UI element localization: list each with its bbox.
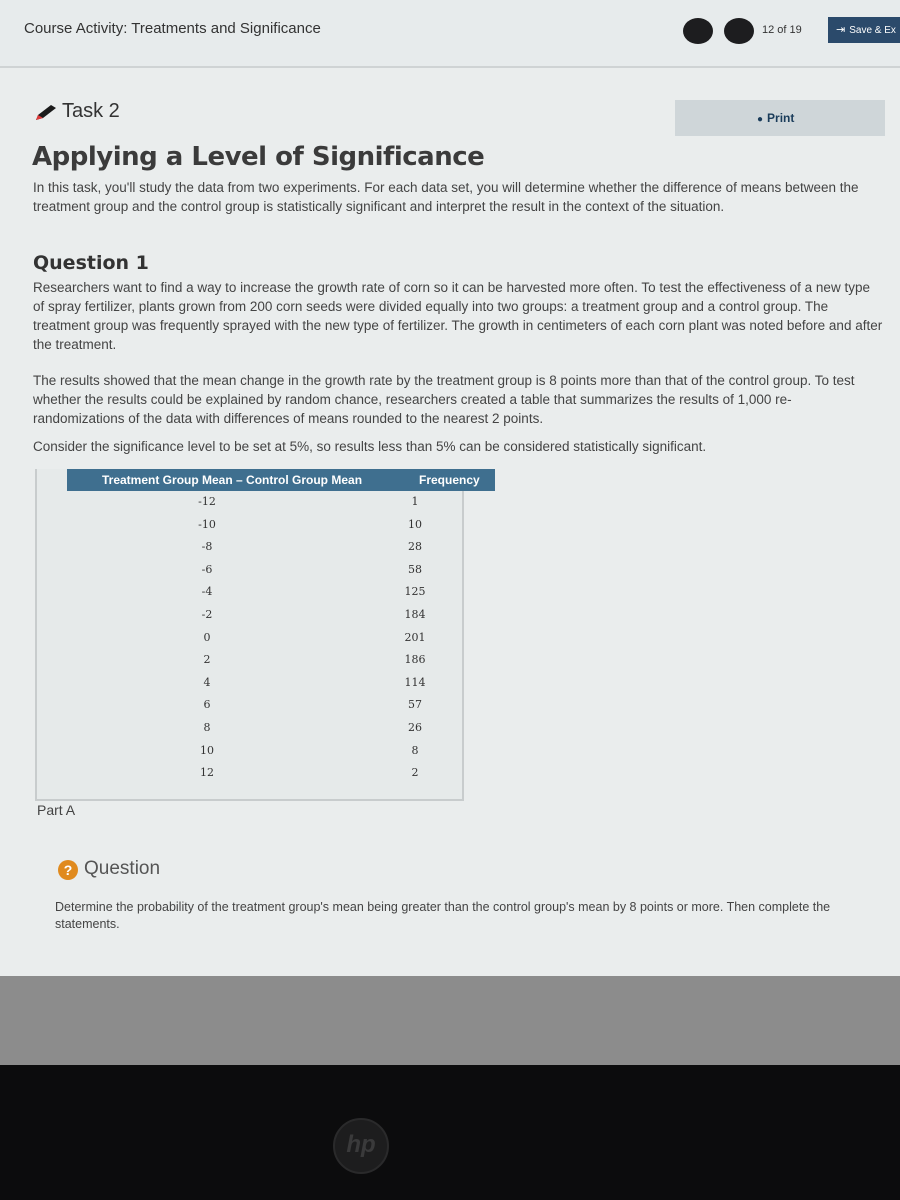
task-label: Task 2 [62,100,120,122]
question-1-heading: Question 1 [33,252,149,274]
table-row [37,694,462,716]
question-circle-icon: ? [58,860,78,880]
question-1-paragraph-1: Researchers want to find a way to increase the growth rate of corn so it can be harvested more often. To test the effectiveness of a new type of spray fertilizer, plants grown from 200 corn seeds were divided equally into two groups: a treatment group and a control group. The treatment group was frequently sprayed with the new type of fertilizer. The growth in centimeters of each corn plant was noted before and after the treatment. [33,280,883,352]
question-1-paragraph-2: The results showed that the mean change in the growth rate by the treatment group is 8 points more than that of the control group. To test whether the results could be explained by random chance, researchers created a table that summarizes the results of 1,000 re-randomizations of the data with differences of means rounded to the nearest 2 points. [33,373,855,426]
table-cell-difference: 12 [200,766,214,780]
pencil-icon [34,104,58,122]
table-row [37,627,462,649]
table-cell-difference: 0 [203,630,211,644]
table-cell-frequency: 184 [404,608,426,621]
table-row [37,762,462,784]
question-1-paragraph-3: Consider the significance level to be set at 5%, so results less than 5% can be considered statistically significant. [33,439,707,454]
table-cell-frequency: 1 [411,495,419,508]
table-row [37,491,462,513]
table-header-frequency: Frequency [419,473,480,487]
status-dot [683,18,713,44]
status-dot [724,18,754,44]
course-title: Course Activity: Treatments and Significance [24,20,321,37]
table-header [67,469,495,491]
table-row [37,604,462,626]
table-cell-frequency: 26 [408,721,422,734]
top-bar [0,0,900,68]
print-button[interactable] [675,100,885,136]
intro-text: In this task, you'll study the data from two experiments. For each data set, you will determine whether the difference of means between the treatment group and the control group is statistically significant and interpret the result in the context of the situation. [33,180,859,214]
table-cell-difference: 2 [203,653,211,667]
print-label: Print [767,111,795,125]
page-count: 12 of 19 [762,24,802,36]
question-text: Determine the probability of the treatment group's mean being greater than the control group's mean by 8 points or more. Then complete the statements. [55,900,831,931]
table-cell-difference: -10 [198,517,216,531]
table-cell-difference: 6 [203,698,211,712]
table-row [37,649,462,671]
page-title: Applying a Level of Significance [32,142,485,172]
table-row [37,717,462,739]
table-cell-difference: -6 [201,562,213,576]
table-cell-frequency: 2 [411,766,419,780]
table-row [37,536,462,558]
table-cell-frequency: 125 [404,585,426,599]
table-row [37,672,462,694]
table-cell-difference: -8 [201,540,213,554]
table-cell-difference: -12 [198,495,216,508]
table-row [37,581,462,603]
table-row [37,514,462,536]
table-cell-frequency: 58 [408,562,422,576]
part-a-label: Part A [37,802,76,818]
table-row [37,559,462,581]
exit-arrow-icon: ⇥ [836,24,846,36]
save-exit-button[interactable] [828,17,900,43]
table-cell-frequency: 114 [404,675,426,689]
table-cell-difference: 4 [203,675,211,689]
table-cell-frequency: 201 [404,630,426,644]
main-content [0,68,900,976]
table-cell-frequency: 57 [408,698,422,712]
table-row [37,740,462,762]
table-cell-difference: 10 [200,743,214,757]
question-label: Question [84,858,161,879]
table-cell-frequency: 186 [404,653,426,667]
save-exit-label: Save & Ex [849,25,896,36]
laptop-logo: hp [333,1118,389,1174]
table-cell-difference: -2 [201,608,213,621]
table-cell-difference: 8 [203,721,211,734]
table-cell-difference: -4 [201,585,213,599]
table-cell-frequency: 28 [408,540,422,554]
rerandomization-table [35,469,480,801]
table-header-mean: Treatment Group Mean – Control Group Mean [102,473,363,487]
print-icon: ● [757,114,764,125]
table-cell-frequency: 8 [411,743,419,757]
table-cell-frequency: 10 [408,517,422,531]
